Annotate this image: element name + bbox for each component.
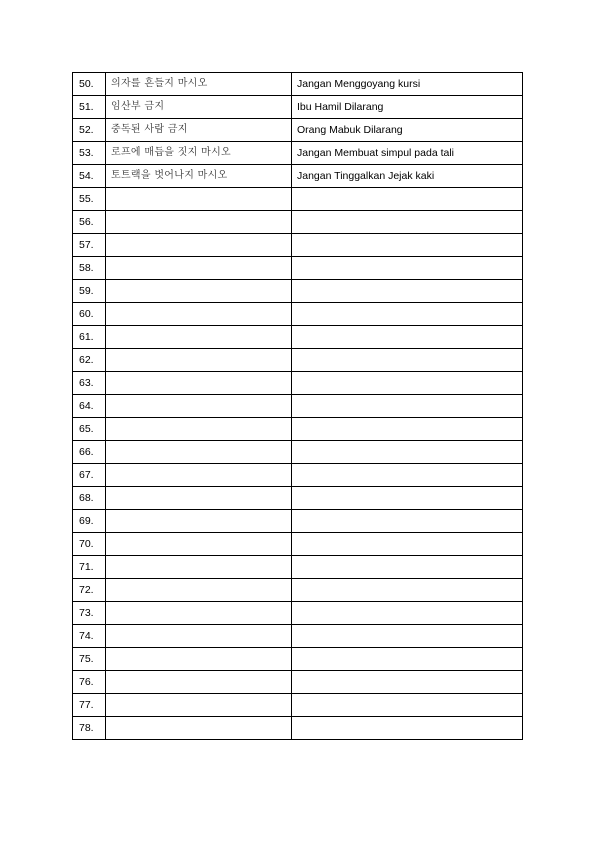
table-row [73,349,523,372]
korean-phrase-cell [106,648,292,671]
table-row [73,234,523,257]
table-row [73,671,523,694]
korean-phrase-cell [106,349,292,372]
row-number: 75. [73,648,106,671]
korean-phrase-cell [106,602,292,625]
row-number: 67. [73,464,106,487]
table-row [73,533,523,556]
korean-phrase-cell: 임산부 금지 [106,96,292,119]
row-number: 61. [73,326,106,349]
table-row [73,602,523,625]
table-row [73,142,523,165]
indonesian-translation-cell [292,625,523,648]
table-row [73,165,523,188]
row-number: 73. [73,602,106,625]
row-number: 60. [73,303,106,326]
table-row [73,73,523,96]
indonesian-translation-cell [292,648,523,671]
korean-phrase-cell [106,441,292,464]
table-row [73,372,523,395]
table-row [73,464,523,487]
korean-phrase-cell: 토트랙을 벗어나지 마시오 [106,165,292,188]
indonesian-translation-cell [292,694,523,717]
indonesian-translation-cell [292,441,523,464]
indonesian-translation-cell [292,188,523,211]
table-row [73,188,523,211]
indonesian-translation-cell: Orang Mabuk Dilarang [292,119,523,142]
indonesian-translation-cell [292,395,523,418]
row-number: 66. [73,441,106,464]
row-number: 76. [73,671,106,694]
row-number: 50. [73,73,106,96]
korean-phrase-cell [106,487,292,510]
indonesian-translation-cell [292,556,523,579]
indonesian-translation-cell [292,487,523,510]
table-row [73,395,523,418]
korean-phrase-cell [106,671,292,694]
row-number: 71. [73,556,106,579]
table-row [73,648,523,671]
korean-phrase-cell [106,188,292,211]
korean-phrase-cell [106,395,292,418]
indonesian-translation-cell: Jangan Membuat simpul pada tali [292,142,523,165]
table-row [73,303,523,326]
table-row [73,280,523,303]
row-number: 54. [73,165,106,188]
korean-phrase-cell [106,556,292,579]
table-row [73,556,523,579]
korean-phrase-cell [106,579,292,602]
table-row [73,625,523,648]
row-number: 53. [73,142,106,165]
indonesian-translation-cell [292,280,523,303]
korean-phrase-cell [106,211,292,234]
korean-phrase-cell [106,372,292,395]
row-number: 59. [73,280,106,303]
row-number: 63. [73,372,106,395]
indonesian-translation-cell [292,326,523,349]
indonesian-translation-cell [292,257,523,280]
table-row [73,579,523,602]
row-number: 52. [73,119,106,142]
indonesian-translation-cell [292,303,523,326]
indonesian-translation-cell: Ibu Hamil Dilarang [292,96,523,119]
row-number: 65. [73,418,106,441]
row-number: 58. [73,257,106,280]
korean-phrase-cell: 의자를 흔들지 마시오 [106,73,292,96]
row-number: 77. [73,694,106,717]
row-number: 56. [73,211,106,234]
korean-phrase-cell [106,464,292,487]
row-number: 57. [73,234,106,257]
row-number: 78. [73,717,106,740]
table-row [73,326,523,349]
row-number: 62. [73,349,106,372]
korean-phrase-cell [106,257,292,280]
indonesian-translation-cell [292,717,523,740]
vocabulary-table [72,72,523,740]
korean-phrase-cell [106,280,292,303]
table-row [73,487,523,510]
row-number: 74. [73,625,106,648]
table-row [73,211,523,234]
indonesian-translation-cell [292,464,523,487]
table-row [73,119,523,142]
table-row [73,257,523,280]
korean-phrase-cell [106,418,292,441]
indonesian-translation-cell: Jangan Menggoyang kursi [292,73,523,96]
korean-phrase-cell [106,234,292,257]
korean-phrase-cell [106,625,292,648]
table-row [73,717,523,740]
indonesian-translation-cell [292,211,523,234]
indonesian-translation-cell [292,372,523,395]
korean-phrase-cell [106,533,292,556]
indonesian-translation-cell [292,418,523,441]
indonesian-translation-cell [292,349,523,372]
row-number: 68. [73,487,106,510]
table-row [73,96,523,119]
korean-phrase-cell [106,303,292,326]
table-row [73,510,523,533]
korean-phrase-cell [106,510,292,533]
korean-phrase-cell: 로프에 매듭을 짓지 마시오 [106,142,292,165]
korean-phrase-cell [106,717,292,740]
indonesian-translation-cell [292,533,523,556]
table-row [73,694,523,717]
korean-phrase-cell [106,694,292,717]
row-number: 51. [73,96,106,119]
indonesian-translation-cell [292,579,523,602]
row-number: 64. [73,395,106,418]
korean-phrase-cell [106,326,292,349]
vocabulary-table-body [73,73,523,740]
indonesian-translation-cell [292,234,523,257]
indonesian-translation-cell: Jangan Tinggalkan Jejak kaki [292,165,523,188]
row-number: 55. [73,188,106,211]
table-row [73,441,523,464]
row-number: 69. [73,510,106,533]
indonesian-translation-cell [292,602,523,625]
table-row [73,418,523,441]
row-number: 72. [73,579,106,602]
indonesian-translation-cell [292,671,523,694]
korean-phrase-cell: 중독된 사람 금지 [106,119,292,142]
row-number: 70. [73,533,106,556]
indonesian-translation-cell [292,510,523,533]
